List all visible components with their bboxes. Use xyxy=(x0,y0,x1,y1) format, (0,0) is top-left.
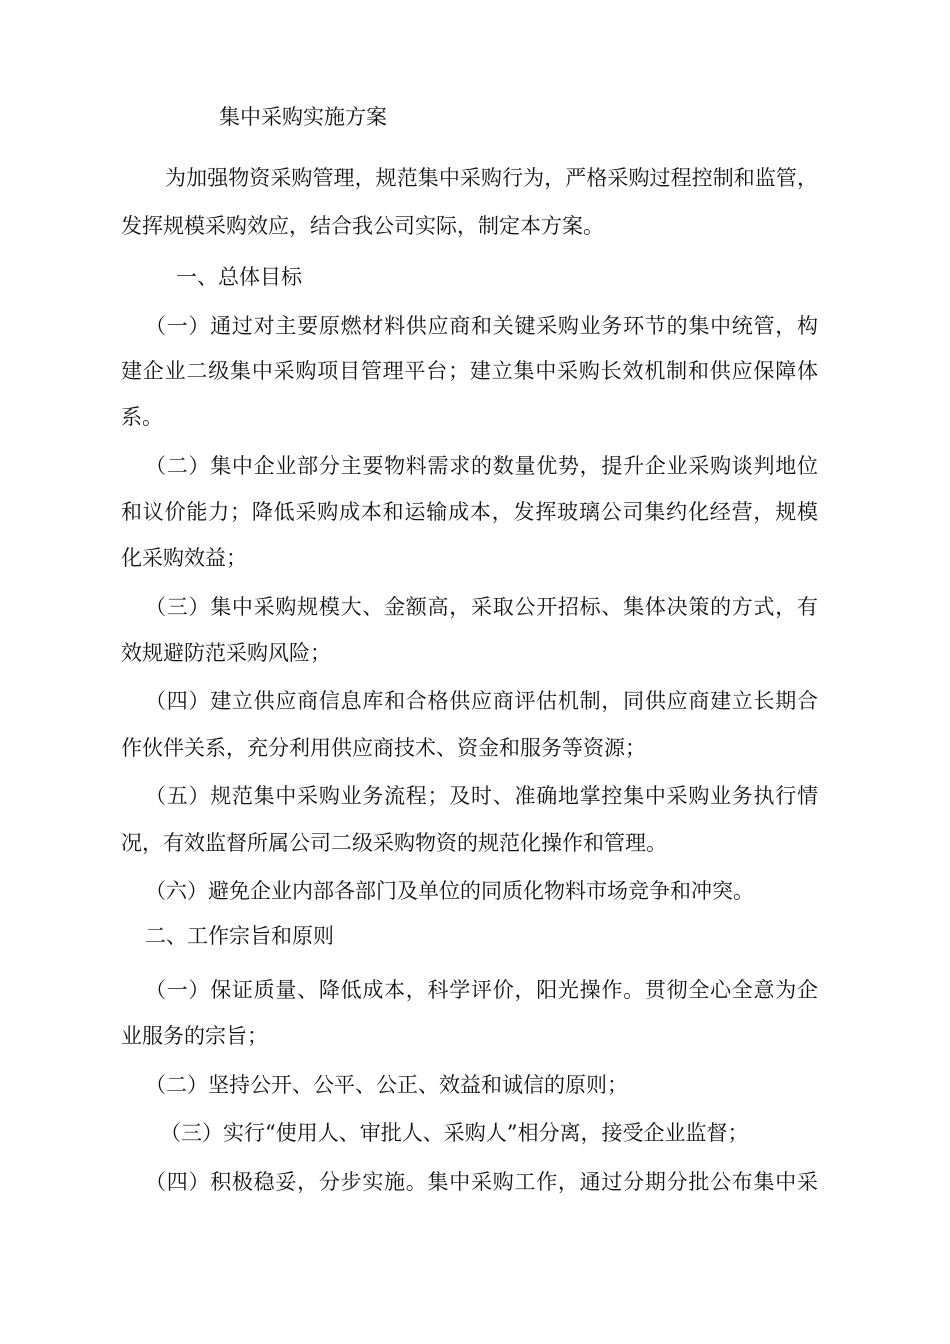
s1-item6-line1: （六）避免企业内部各部门及单位的同质化物料市场竞争和冲突。 xyxy=(145,879,754,903)
s1-item2-line3: 化采购效益； xyxy=(121,546,247,570)
s2-item1-line1: （一）保证质量、降低成本，科学评价，阳光操作。贯彻全心全意为企 xyxy=(145,978,818,1002)
s2-item2-line1: （二）坚持公开、公平、公正、效益和诚信的原则； xyxy=(145,1073,628,1097)
s1-item4-line1: （四）建立供应商信息库和合格供应商评估机制，同供应商建立长期合 xyxy=(145,689,818,713)
section2-heading: 二、工作宗旨和原则 xyxy=(145,924,334,948)
s1-item5-line2: 况，有效监督所属公司二级采购物资的规范化操作和管理。 xyxy=(121,831,667,855)
s1-item3-line1: （三）集中采购规模大、金额高，采取公开招标、集体决策的方式，有 xyxy=(145,595,818,619)
s1-item2-line2: 和议价能力；降低采购成本和运输成本，发挥玻璃公司集约化经营，规模 xyxy=(121,500,818,524)
s2-item4-line1: （四）积极稳妥，分步实施。集中采购工作，通过分期分批公布集中采 xyxy=(145,1170,818,1194)
section1-heading: 一、总体目标 xyxy=(176,265,302,289)
s1-item4-line2: 作伙伴关系，充分利用供应商技术、资金和服务等资源； xyxy=(121,736,646,760)
s1-item5-line1: （五）规范集中采购业务流程；及时、准确地掌控集中采购业务执行情 xyxy=(145,784,818,808)
document-title: 集中采购实施方案 xyxy=(219,105,387,129)
s1-item1-line3: 系。 xyxy=(121,405,163,429)
s1-item1-line1: （一）通过对主要原燃材料供应商和关键采购业务环节的集中统管，构 xyxy=(145,314,818,338)
s1-item2-line1: （二）集中企业部分主要物料需求的数量优势，提升企业采购谈判地位 xyxy=(145,454,818,478)
intro-line-1: 为加强物资采购管理，规范集中采购行为，严格采购过程控制和监管， xyxy=(165,166,818,190)
s1-item1-line2: 建企业二级集中采购项目管理平台；建立集中采购长效机制和供应保障体 xyxy=(121,359,818,383)
s2-item1-line2: 业服务的宗旨； xyxy=(121,1024,268,1048)
s2-item3-line1: （三）实行“使用人、审批人、采购人”相分离，接受企业监督； xyxy=(160,1121,749,1145)
intro-line-2: 发挥规模采购效应，结合我公司实际，制定本方案。 xyxy=(121,214,604,238)
s1-item3-line2: 效规避防范采购风险； xyxy=(121,641,331,665)
